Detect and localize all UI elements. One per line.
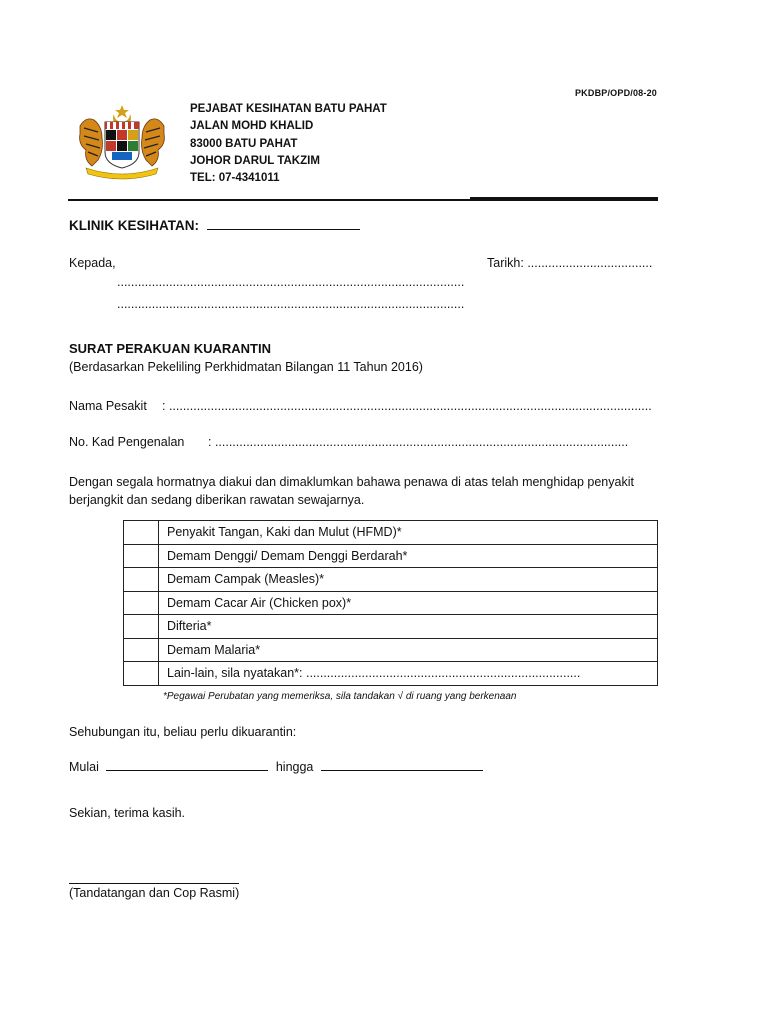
address-line: JALAN MOHD KHALID [190,120,314,133]
klinik-blank[interactable] [207,217,360,230]
ic-number-blank[interactable]: : ....................................................................................................................... [208,435,629,449]
office-address [190,101,387,187]
table-row [124,662,658,686]
nama-pesakit-blank[interactable]: : ........................................................................................................................................... [162,399,652,413]
table-row [124,521,658,545]
recipient-address-blank[interactable]: .................................................................................................... [117,297,465,311]
mulai-date-blank[interactable] [106,758,268,771]
hingga-date-blank[interactable] [321,758,483,771]
tarikh-blank[interactable]: .................................... [527,256,653,270]
table-footnote: *Pegawai Perubatan yang memeriksa, sila tandakan √ di ruang yang berkenaan [163,691,517,702]
disease-label: Penyakit Tangan, Kaki dan Mulut (HFMD)* [159,521,658,545]
header-divider-thick [470,197,658,200]
kepada-label: Kepada, [69,256,116,270]
disease-label: Demam Denggi/ Demam Denggi Berdarah* [159,544,658,568]
disease-table [123,520,658,686]
table-row [124,568,658,592]
disease-label: Difteria* [159,615,658,639]
closing-text: Sekian, terima kasih. [69,806,186,820]
disease-label: Demam Campak (Measles)* [159,568,658,592]
hingga-label: hingga [275,760,314,774]
document-code: PKDBP/OPD/08-20 [574,88,657,98]
ic-number-label: No. Kad Pengenalan [69,435,185,449]
mulai-label: Mulai [69,760,99,774]
address-line: TEL: 07-4341011 [190,172,280,185]
address-line: PEJABAT KESIHATAN BATU PAHAT [190,103,387,115]
table-row [124,615,658,639]
recipient-address-blank[interactable]: .................................................................................................... [117,275,465,289]
disease-label-other[interactable]: Lain-lain, sila nyatakan*: ............................................................................... [159,662,658,686]
letter-title: SURAT PERAKUAN KUARANTIN [69,341,271,356]
quarantine-period [69,758,483,774]
klinik-field [69,217,360,233]
address-line: 83000 BATU PAHAT [190,137,298,150]
table-row [124,544,658,568]
table-row [124,591,658,615]
disease-checkbox[interactable] [124,568,159,592]
disease-label: Demam Cacar Air (Chicken pox)* [159,591,658,615]
signature-line[interactable] [69,883,239,884]
nama-pesakit-label: Nama Pesakit [69,399,147,413]
disease-checkbox[interactable] [124,521,159,545]
klinik-label: KLINIK KESIHATAN: [69,218,199,233]
disease-checkbox[interactable] [124,591,159,615]
declaration-paragraph: Dengan segala hormatnya diakui dan dimaklumkan bahawa penawa di atas telah menghidap penyakit berjangkit dan sedang diberikan rawatan sewajarnya. [69,475,634,507]
tarikh-field [487,256,652,270]
signature-label: (Tandatangan dan Cop Rasmi) [69,886,240,900]
disease-checkbox[interactable] [124,662,159,686]
disease-checkbox[interactable] [124,638,159,662]
disease-checkbox[interactable] [124,615,159,639]
quarantine-statement: Sehubungan itu, beliau perlu dikuarantin: [69,725,297,739]
tarikh-label: Tarikh: [487,256,524,270]
letter-subtitle: (Berdasarkan Pekeliling Perkhidmatan Bilangan 11 Tahun 2016) [69,360,423,374]
disease-label: Demam Malaria* [159,638,658,662]
address-line: JOHOR DARUL TAKZIM [190,154,320,167]
coat-of-arms-icon [72,104,172,182]
table-row [124,638,658,662]
disease-checkbox[interactable] [124,544,159,568]
